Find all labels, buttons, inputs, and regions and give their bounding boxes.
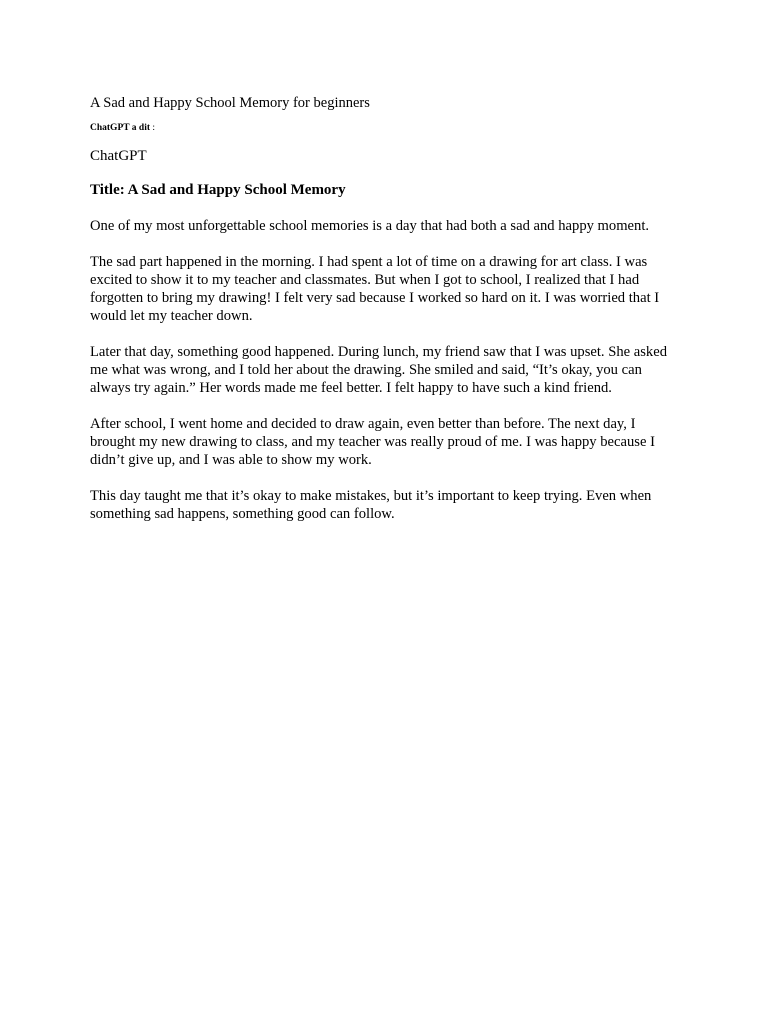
paragraph-lesson: This day taught me that it’s okay to make mistakes, but it’s important to keep trying. Even when something sad happens, something good can follow.	[90, 488, 652, 522]
source-name: ChatGPT a dit	[90, 123, 151, 133]
document-heading: A Sad and Happy School Memory for beginners	[90, 95, 370, 111]
paragraph-after-school: After school, I went home and decided to draw again, even better than before. The next day, I brought my new drawing to class, and my teacher was really proud of me. I was happy because I didn’t give up, and I was able to show my work.	[90, 416, 655, 468]
story-title: Title: A Sad and Happy School Memory	[90, 182, 346, 198]
paragraph-good-part: Later that day, something good happened. During lunch, my friend saw that I was upset. She asked me what was wrong, and I told her about the drawing. She smiled and said, “It’s okay, you can always try again.” Her words made me feel better. I felt happy to have such a kind friend.	[90, 344, 667, 396]
source-colon: :	[150, 123, 156, 133]
document-page	[90, 94, 680, 541]
paragraph-intro: One of my most unforgettable school memories is a day that had both a sad and happy moment.	[90, 218, 650, 234]
speaker-name: ChatGPT	[90, 148, 147, 164]
paragraph-sad-part: The sad part happened in the morning. I had spent a lot of time on a drawing for art class. I was excited to show it to my teacher and classmates. But when I got to school, I realized that I had forgotten to bring my drawing! I felt very sad because I worked so hard on it. I was worried that I would let my teacher down.	[90, 254, 660, 324]
source-line	[90, 122, 680, 134]
